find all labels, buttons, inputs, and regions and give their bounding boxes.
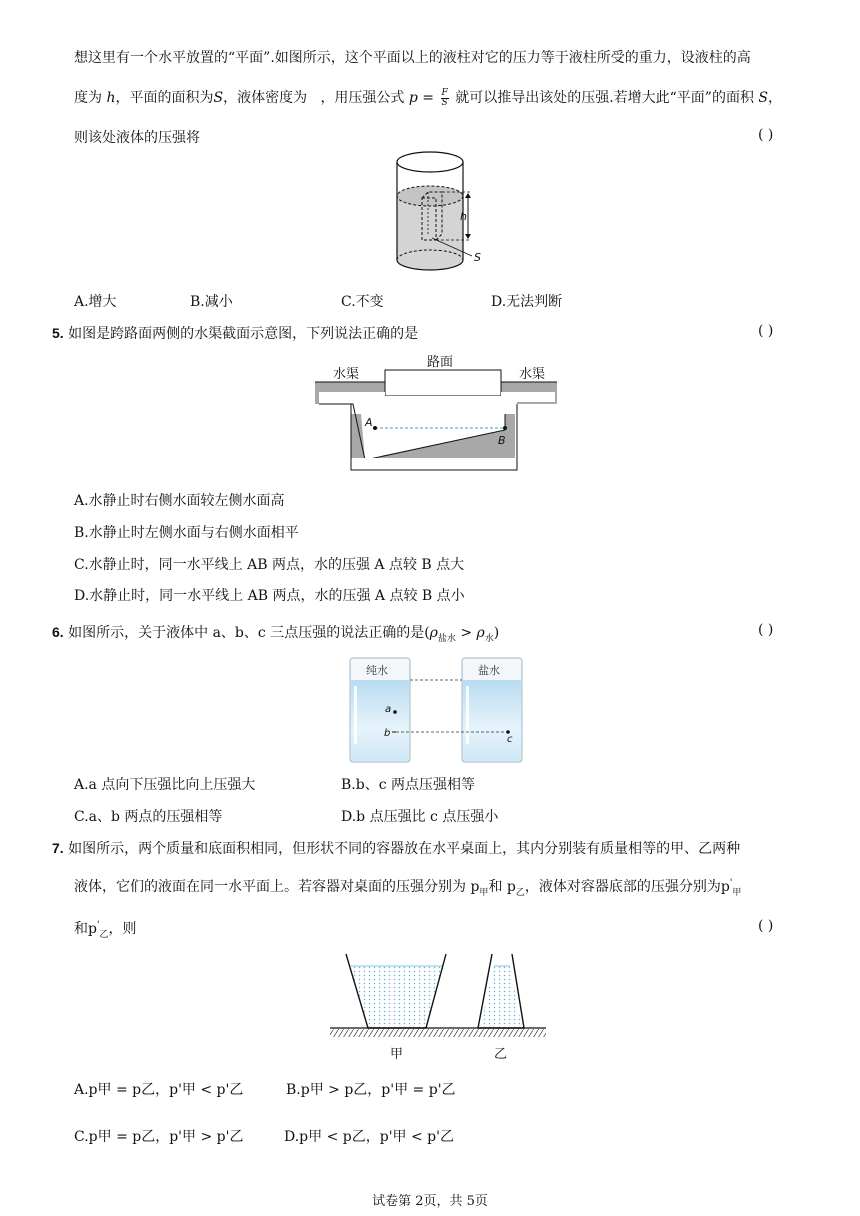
q6-stem: 6. 如图所示，关于液体中 a、b、c 三点压强的说法正确的是$(\rho_{盐水} > \rho_水)$ [52, 624, 500, 644]
q4-option-a[interactable]: A.增大 [74, 294, 117, 310]
q6-option-c[interactable]: C.a、b 两点的压强相等 [74, 809, 223, 825]
fig-label-S: S [474, 251, 481, 264]
q4-cylinder-figure [380, 148, 500, 286]
q4-text-line3: 则该处液体的压强将 [74, 130, 200, 146]
fig-label-A: A [365, 416, 373, 429]
q5-answer-paren[interactable]: ( ) [758, 323, 774, 339]
q4-option-c[interactable]: C.不变 [341, 294, 384, 310]
q7-number: 7. [52, 840, 64, 856]
fig-label-salt-water: 盐水 [478, 664, 500, 677]
fig-label-c: c [507, 734, 513, 745]
fig-label-h: h [460, 210, 467, 223]
q7-containers-figure [328, 950, 550, 1066]
q7-option-d[interactable]: D.p甲 < p乙，p'甲 < p'乙 [284, 1129, 454, 1145]
q4-option-b[interactable]: B.减小 [190, 294, 233, 310]
q6-option-d[interactable]: D.b 点压强比 c 点压强小 [341, 809, 499, 825]
q7-option-c[interactable]: C.p甲 = p乙，p'甲 > p'乙 [74, 1129, 244, 1145]
q4-option-d[interactable]: D.无法判断 [491, 294, 563, 310]
q7-stem-line2: 液体，它们的液面在同一水平面上。若容器对桌面的压强分别为 $p_甲$和 $p_乙$，液体对容器底部的压强分别为$p'_甲$ [74, 878, 742, 898]
page-footer: 试卷第 2页，共 5页 [372, 1194, 488, 1209]
q7-stem-line1: 7. 如图所示，两个质量和底面积相同，但形状不同的容器放在水平桌面上，其内分别装有质量相等的甲、乙两种 [52, 840, 741, 857]
q6-option-b[interactable]: B.b、c 两点压强相等 [341, 777, 475, 793]
q6-answer-paren[interactable]: ( ) [758, 622, 774, 638]
fig-label-B: B [498, 434, 506, 447]
q4-text-line1: 想这里有一个水平放置的“平面”.如图所示，这个平面以上的液柱对它的压力等于液柱所受的重力，设液柱的高 [74, 50, 751, 66]
q6-option-a[interactable]: A.a 点向下压强比向上压强大 [74, 777, 256, 793]
q5-culvert-figure [305, 352, 565, 474]
q7-answer-paren[interactable]: ( ) [758, 918, 774, 934]
fig-label-right-canal: 水渠 [519, 367, 546, 382]
q5-option-b[interactable]: B.水静止时左侧水面与右侧水面相平 [74, 525, 299, 541]
q7-stem-line3: 和$p'_乙$，则 [74, 920, 137, 940]
fig-label-left-canal: 水渠 [333, 367, 360, 382]
q5-option-a[interactable]: A.水静止时右侧水面较左侧水面高 [74, 493, 285, 509]
fig-label-jia: 甲 [390, 1047, 404, 1062]
q7-option-b[interactable]: B.p甲 > p乙，p'甲 = p'乙 [286, 1082, 456, 1098]
q4-text-line2: 度为 h，平面的面积为S，液体密度为 ，用压强公式 p = $\frac{F}{S}$ 就可以推导出该处的压强.若增大此“平面”的面积 S， [74, 87, 783, 108]
fig-label-pure-water: 纯水 [366, 664, 388, 677]
q5-number: 5. [52, 325, 64, 341]
q5-stem: 5. 如图是跨路面两侧的水渠截面示意图，下列说法正确的是 [52, 325, 419, 342]
q7-option-a[interactable]: A.p甲 = p乙，p'甲 < p'乙 [74, 1082, 244, 1098]
q6-number: 6. [52, 624, 64, 640]
q4-answer-paren[interactable]: ( ) [758, 127, 774, 143]
formula-fraction: $\frac{F}{S}$ [441, 87, 448, 108]
fig-label-road: 路面 [427, 355, 454, 370]
fig-label-yi: 乙 [494, 1047, 508, 1062]
fig-label-b: b [384, 728, 391, 739]
q5-option-c[interactable]: C.水静止时，同一水平线上 AB 两点，水的压强 A 点较 B 点大 [74, 557, 465, 573]
q5-option-d[interactable]: D.水静止时，同一水平线上 AB 两点，水的压强 A 点较 B 点小 [74, 588, 465, 604]
fig-label-a: a [385, 704, 392, 715]
q6-beakers-figure [344, 654, 534, 766]
